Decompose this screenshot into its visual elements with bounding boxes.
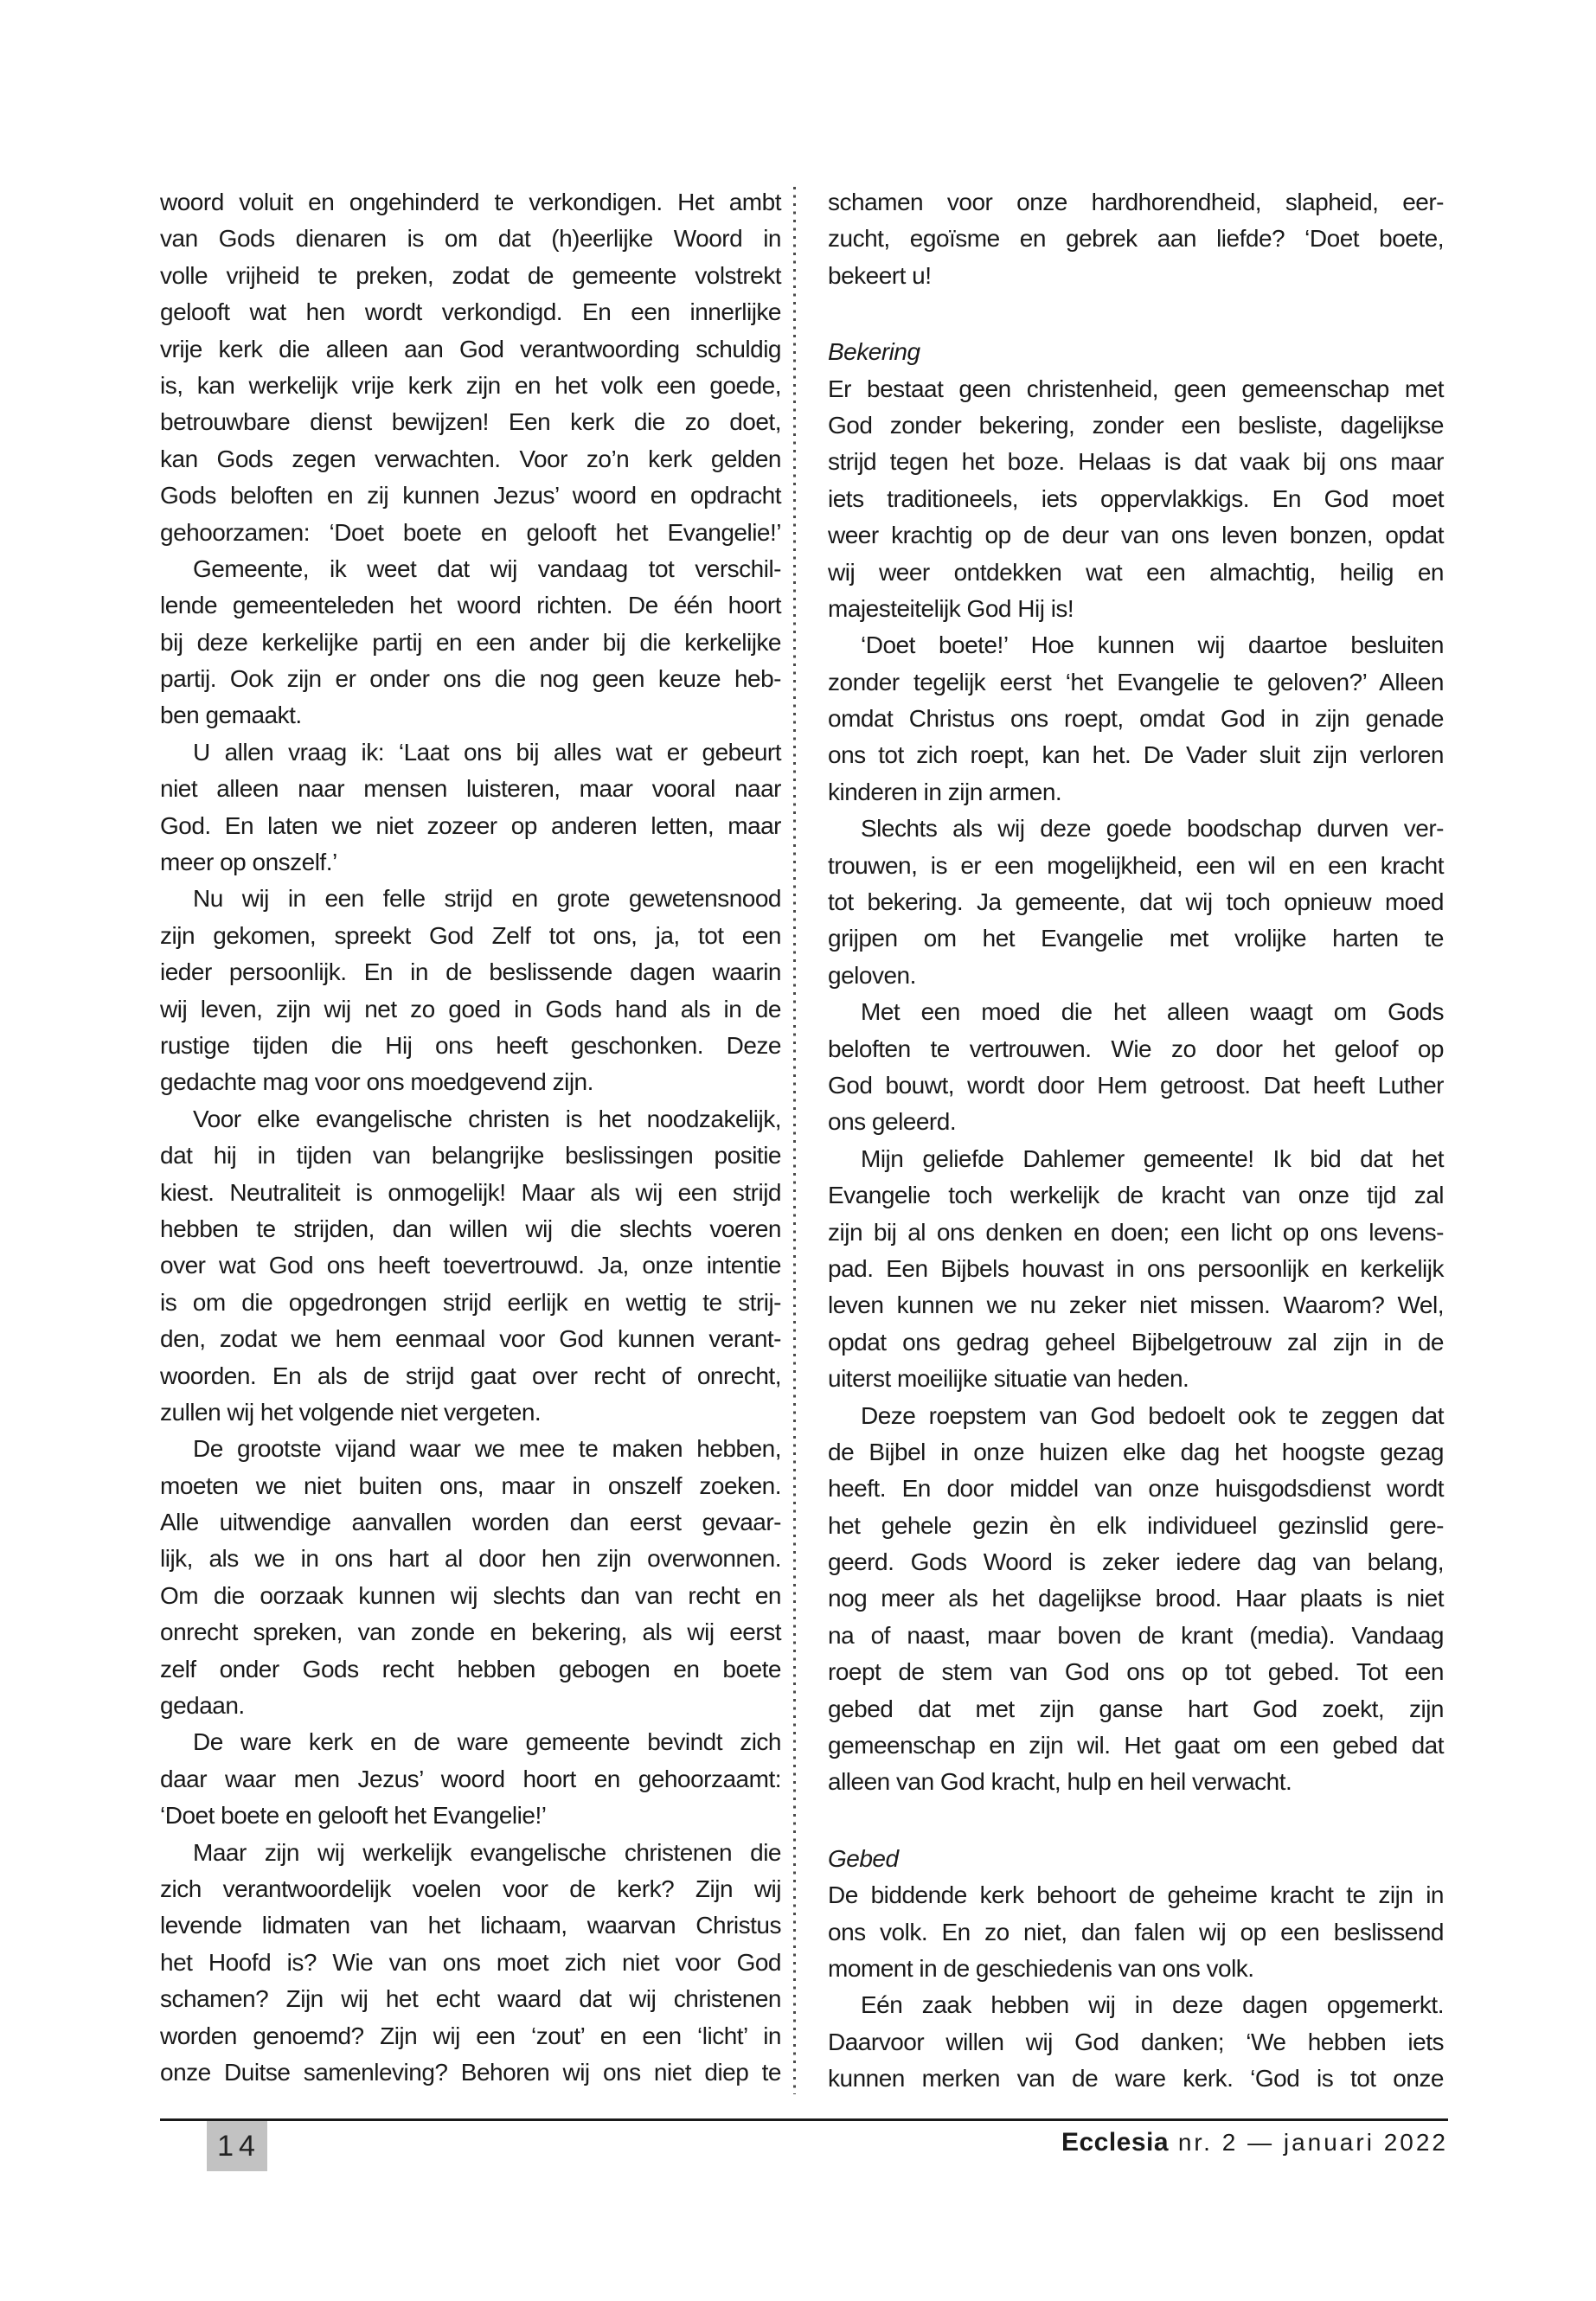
text-line: U allen vraag ik: ‘Laat ons bij alles wat er gebeurt bbox=[193, 738, 781, 766]
text-line: volle vrijheid te preken, zodat de gemeente volstrekt bbox=[160, 261, 781, 289]
issue-info: nr. 2 — januari 2022 bbox=[1169, 2129, 1448, 2156]
text-line: zich verantwoordelijk voelen voor de kerk? Zijn wij bbox=[160, 1875, 781, 1902]
text-line: gedachte mag voor ons moedgevend zijn. bbox=[160, 1068, 593, 1096]
text-line: schamen? Zijn wij het echt waard dat wij christenen bbox=[160, 1985, 781, 2013]
text-line: uiterst moeilijke situatie van heden. bbox=[828, 1365, 1189, 1393]
text-line: ieder persoonlijk. En in de beslissende dagen waarin bbox=[160, 958, 781, 986]
text-line: ons tot zich roept, kan het. De Vader sluit zijn verloren bbox=[828, 741, 1444, 769]
paragraph bbox=[160, 1101, 781, 1432]
text-line: is om die opgedrongen strijd eerlijk en wettig te strij- bbox=[160, 1288, 781, 1316]
column-divider-dotted-line bbox=[793, 187, 796, 2094]
text-line: De grootste vijand waar we mee te maken hebben, bbox=[193, 1435, 781, 1463]
text-line: lijk, als we in ons hart al door hen zijn overwonnen. bbox=[160, 1545, 781, 1573]
text-line: geerd. Gods Woord is zeker iedere dag van belang, bbox=[828, 1548, 1444, 1576]
text-line: gedaan. bbox=[160, 1692, 245, 1720]
footer-rule bbox=[160, 2118, 1448, 2121]
text-line: alleen van God kracht, hulp en heil verwacht. bbox=[828, 1768, 1292, 1796]
text-line: wij weer ontdekken wat een almachtig, heilig en bbox=[828, 558, 1444, 586]
text-line: Voor elke evangelische christen is het noodzakelijk, bbox=[193, 1105, 781, 1132]
text-line: Nu wij in een felle strijd en grote gewetensnood bbox=[193, 885, 781, 913]
text-line: kinderen in zijn armen. bbox=[828, 778, 1062, 805]
text-line: dat hij in tijden van belangrijke beslissingen positie bbox=[160, 1142, 781, 1170]
paragraph bbox=[828, 994, 1444, 1141]
text-line: Evangelie toch werkelijk de kracht van onze tijd zal bbox=[828, 1182, 1444, 1209]
text-line: het Hoofd is? Wie van ons moet zich niet voor God bbox=[160, 1948, 781, 1976]
footer-text bbox=[865, 2128, 1448, 2157]
text-line: Gods beloften en zij kunnen Jezus’ woord en opdracht bbox=[160, 482, 781, 510]
text-line: na of naast, maar boven de krant (media). Vandaag bbox=[828, 1621, 1444, 1649]
paragraph bbox=[160, 1724, 781, 1834]
text-line: bekeert u! bbox=[828, 261, 932, 289]
text-line: van Gods dienaren is om dat (h)eerlijke Woord in bbox=[160, 225, 781, 253]
text-line: geloven. bbox=[828, 961, 916, 989]
text-line: niet alleen naar mensen luisteren, maar vooral naar bbox=[160, 775, 781, 803]
text-line: grijpen om het Evangelie met vrolijke harten te bbox=[828, 925, 1444, 952]
journal-title: Ecclesia bbox=[1061, 2128, 1170, 2157]
text-line: woord voluit en ongehinderd te verkondigen. Het ambt bbox=[160, 189, 781, 215]
text-line: Met een moed die het alleen waagt om Gods bbox=[861, 998, 1444, 1026]
text-line: Maar zijn wij werkelijk evangelische christenen die bbox=[193, 1838, 781, 1866]
text-line: Deze roepstem van God bedoelt ook te zeggen dat bbox=[861, 1401, 1444, 1429]
text-line: ‘Doet boete!’ Hoe kunnen wij daartoe besluiten bbox=[861, 631, 1444, 659]
text-line: roept de stem van God ons op tot gebed. Tot een bbox=[828, 1658, 1444, 1686]
text-line: tot bekering. Ja gemeente, dat wij toch opnieuw moed bbox=[828, 888, 1444, 916]
text-line: over wat God ons heeft toevertrouwd. Ja, onze intentie bbox=[160, 1252, 781, 1279]
text-line: ons geleerd. bbox=[828, 1108, 957, 1136]
paragraph bbox=[828, 1141, 1444, 1398]
text-line: hebben te strijden, dan willen wij die slechts voeren bbox=[160, 1215, 781, 1242]
paragraph bbox=[828, 1398, 1444, 1801]
text-line: bij deze kerkelijke partij en een ander bij die kerkelijke bbox=[160, 628, 781, 656]
text-line: kan Gods zegen verwachten. Voor zo’n kerk gelden bbox=[160, 445, 781, 472]
text-line: opdat ons gedrag geheel Bijbelgetrouw zal zijn in de bbox=[828, 1328, 1444, 1356]
text-line: zelf onder Gods recht hebben gebogen en boete bbox=[160, 1655, 781, 1682]
paragraph bbox=[160, 551, 781, 734]
paragraph bbox=[828, 627, 1444, 811]
text-line: betrouwbare dienst bewijzen! Een kerk die zo doet, bbox=[160, 408, 781, 436]
text-line: woorden. En als de strijd gaat over recht of onrecht, bbox=[160, 1362, 781, 1389]
text-line: nog meer als het dagelijkse brood. Haar plaats is niet bbox=[828, 1585, 1444, 1612]
text-line: kiest. Neutraliteit is onmogelijk! Maar als wij een strijd bbox=[160, 1178, 781, 1206]
paragraph bbox=[160, 1835, 781, 2092]
text-line: wij leven, zijn wij net zo goed in Gods hand als in de bbox=[160, 995, 781, 1022]
text-line: onrecht spreken, van zonde en bekering, als wij eerst bbox=[160, 1618, 781, 1646]
text-line: levende lidmaten van het lichaam, waarvan Christus bbox=[160, 1912, 781, 1939]
text-line: worden genoemd? Zijn wij een ‘zout’ en een ‘licht’ in bbox=[160, 2022, 781, 2049]
text-line: zucht, egoïsme en gebrek aan liefde? ‘Doet boete, bbox=[828, 225, 1444, 253]
section-heading bbox=[828, 334, 1444, 370]
text-line: Gemeente, ik weet dat wij vandaag tot verschil- bbox=[193, 554, 781, 582]
text-line: De ware kerk en de ware gemeente bevindt zich bbox=[193, 1728, 781, 1756]
paragraph bbox=[160, 734, 781, 881]
paragraph bbox=[828, 1987, 1444, 2097]
text-line: weer krachtig op de deur van ons leven bonzen, opdat bbox=[828, 522, 1444, 549]
text-line: iets traditioneels, iets oppervlakkigs. En God moet bbox=[828, 484, 1444, 512]
text-line: trouwen, is er een mogelijkheid, een wil en een kracht bbox=[828, 851, 1444, 879]
page-number-badge bbox=[207, 2121, 267, 2171]
text-line: het gehele gezin èn elk individueel gezinslid gere- bbox=[828, 1511, 1444, 1539]
text-line: De biddende kerk behoort de geheime kracht te zijn in bbox=[828, 1881, 1444, 1909]
text-line: Alle uitwendige aanvallen worden dan eerst gevaar- bbox=[160, 1509, 781, 1536]
text-line: Bekering bbox=[828, 338, 920, 366]
text-line: gemeenschap en zijn wil. Het gaat om een gebed dat bbox=[828, 1732, 1444, 1759]
spacer bbox=[828, 294, 1444, 334]
paragraph bbox=[160, 1431, 781, 1724]
section-heading bbox=[828, 1841, 1444, 1877]
text-line: Daarvoor willen wij God danken; ‘We hebben iets bbox=[828, 2028, 1444, 2055]
text-line: rustige tijden die Hij ons heeft geschonken. Deze bbox=[160, 1031, 781, 1059]
text-line: Gebed bbox=[828, 1844, 899, 1872]
text-line: heeft. En door middel van onze huisgodsdienst wordt bbox=[828, 1475, 1444, 1503]
text-line: moment in de geschiedenis van ons volk. bbox=[828, 1954, 1254, 1982]
text-line: ben gemaakt. bbox=[160, 702, 302, 729]
text-line: moeten we niet buiten ons, maar in onszelf zoeken. bbox=[160, 1471, 781, 1499]
paragraph bbox=[160, 184, 781, 551]
text-line: schamen voor onze hardhorendheid, slapheid, eer- bbox=[828, 189, 1444, 215]
text-line: zullen wij het volgende niet vergeten. bbox=[160, 1398, 542, 1426]
paragraph bbox=[828, 811, 1444, 994]
text-line: Om die oorzaak kunnen wij slechts dan van recht en bbox=[160, 1581, 781, 1609]
text-line: beloften te vertrouwen. Wie zo door het geloof op bbox=[828, 1035, 1444, 1062]
text-line: gehoorzamen: ‘Doet boete en gelooft het Evangelie!’ bbox=[160, 518, 781, 546]
text-line: de Bijbel in onze huizen elke dag het hoogste gezag bbox=[828, 1438, 1444, 1465]
paragraph bbox=[828, 371, 1444, 628]
text-line: zijn gekomen, spreekt God Zelf tot ons, ja, tot een bbox=[160, 921, 781, 949]
text-line: daar waar men Jezus’ woord hoort en gehoorzaamt: bbox=[160, 1765, 781, 1792]
text-line: kunnen merken van de ware kerk. ‘God is tot onze bbox=[828, 2065, 1444, 2093]
text-line: God bouwt, wordt door Hem getroost. Dat heeft Luther bbox=[828, 1071, 1444, 1099]
text-line: den, zodat we hem eenmaal voor God kunnen verant- bbox=[160, 1325, 781, 1353]
page-number: 14 bbox=[217, 2129, 260, 2163]
right-text-column bbox=[828, 184, 1444, 2098]
text-line: gelooft wat hen wordt verkondigd. En een innerlijke bbox=[160, 298, 781, 326]
text-line: onze Duitse samenleving? Behoren wij ons niet diep te bbox=[160, 2058, 781, 2086]
left-text-column bbox=[160, 184, 781, 2091]
text-line: God zonder bekering, zonder een besliste, dagelijkse bbox=[828, 411, 1444, 439]
text-line: God. En laten we niet zozeer op anderen letten, maar bbox=[160, 811, 781, 839]
paragraph bbox=[828, 184, 1444, 294]
text-line: Mijn geliefde Dahlemer gemeente! Ik bid dat het bbox=[861, 1144, 1444, 1172]
text-line: lende gemeenteleden het woord richten. De één hoort bbox=[160, 592, 781, 619]
text-line: zijn bij al ons denken en doen; een licht op ons levens- bbox=[828, 1218, 1444, 1246]
text-line: zonder tegelijk eerst ‘het Evangelie te geloven?’ Alleen bbox=[828, 668, 1444, 695]
text-line: ons volk. En zo niet, dan falen wij op een beslissend bbox=[828, 1918, 1444, 1945]
text-line: leven kunnen we nu zeker niet missen. Waarom? Wel, bbox=[828, 1292, 1444, 1319]
spacer bbox=[828, 1801, 1444, 1841]
text-line: vrije kerk die alleen aan God verantwoording schuldig bbox=[160, 335, 781, 362]
text-line: omdat Christus ons roept, omdat God in zijn genade bbox=[828, 705, 1444, 733]
text-line: pad. Een Bijbels houvast in ons persoonlijk en kerkelijk bbox=[828, 1254, 1444, 1282]
text-line: is, kan werkelijk vrije kerk zijn en het volk een goede, bbox=[160, 371, 781, 399]
text-line: majesteitelijk God Hij is! bbox=[828, 594, 1074, 622]
paragraph bbox=[160, 881, 781, 1100]
text-line: Er bestaat geen christenheid, geen gemeenschap met bbox=[828, 375, 1444, 402]
paragraph bbox=[828, 1877, 1444, 1987]
text-line: meer op onszelf.’ bbox=[160, 849, 337, 876]
text-line: partij. Ook zijn er onder ons die nog geen keuze heb- bbox=[160, 665, 781, 693]
text-line: gebed dat met zijn ganse hart God zoekt, zijn bbox=[828, 1695, 1444, 1722]
text-line: Slechts als wij deze goede boodschap durven ver- bbox=[861, 815, 1444, 843]
text-line: strijd tegen het boze. Helaas is dat vaak bij ons maar bbox=[828, 448, 1444, 476]
text-line: Eén zaak hebben wij in deze dagen opgemerkt. bbox=[861, 1991, 1444, 2019]
text-line: ‘Doet boete en gelooft het Evangelie!’ bbox=[160, 1802, 547, 1830]
